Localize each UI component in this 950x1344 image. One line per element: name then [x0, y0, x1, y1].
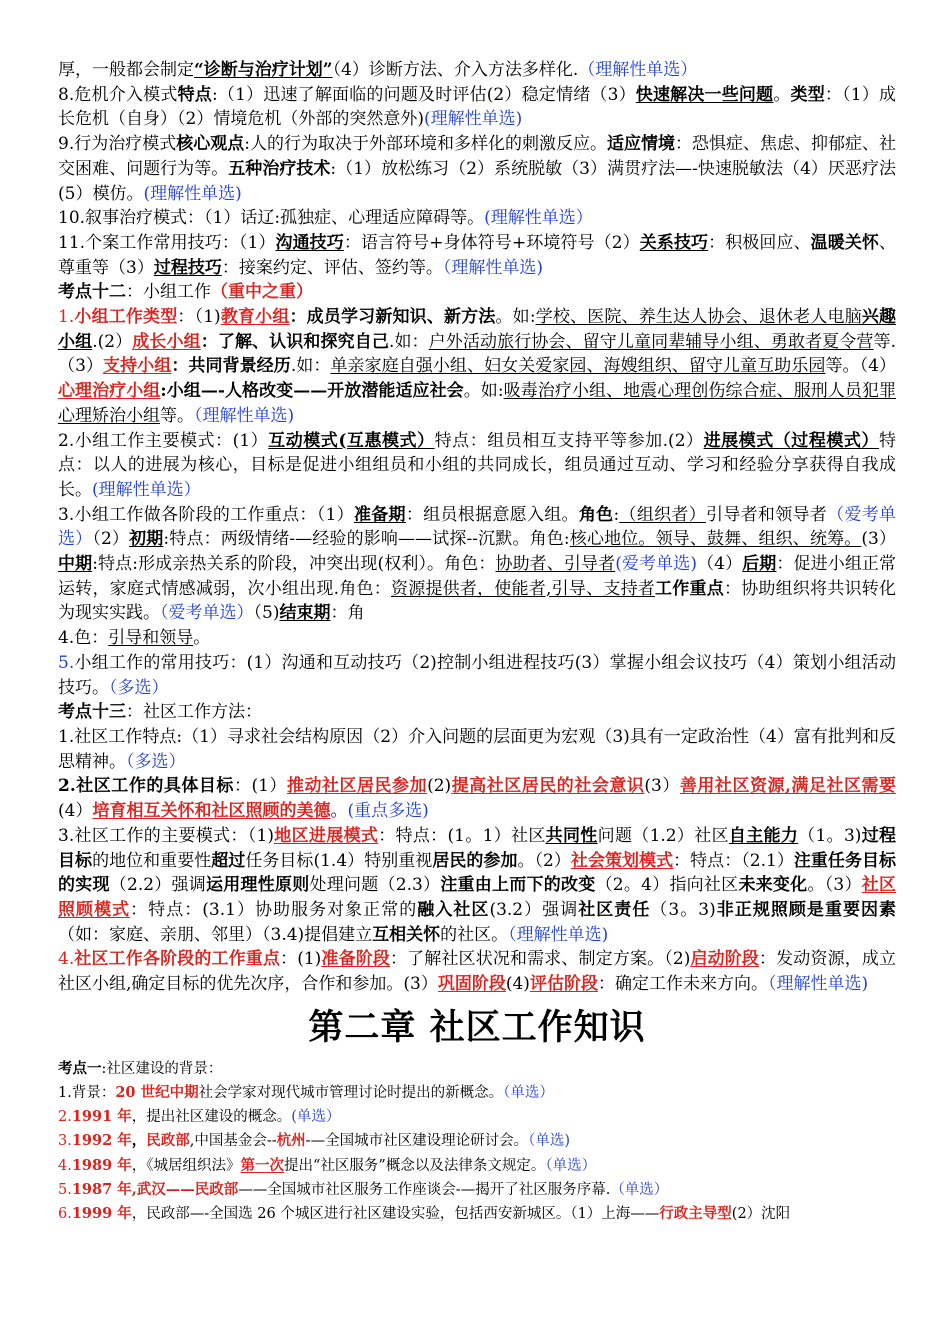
text-run: 善用社区资源,满足社区需要	[679, 776, 897, 797]
text-run: 的地位和重要性	[92, 850, 212, 871]
text-run: 特点：组员相互支持平等参加.(2）	[434, 430, 704, 451]
text-run: 引导和领导	[108, 628, 194, 649]
text-run: 关系技巧	[639, 232, 709, 253]
text-run: ：协助组织将共识转化为现实实践。	[58, 578, 897, 624]
text-run: 8.危机介入模式	[58, 84, 178, 105]
text-run: -—全国城市社区建设理论研讨会。	[305, 1133, 529, 1150]
text-run: 3.	[58, 1133, 72, 1150]
text-run: 问题（1.2）社区	[597, 825, 729, 846]
text-run: 过程目标	[58, 825, 897, 871]
paragraph	[58, 824, 896, 948]
text-run: （重中之重）	[211, 282, 313, 303]
text-run: ：接案约定、评估、签约等。	[221, 257, 443, 278]
text-run: 处理问题（2.3）	[309, 875, 441, 896]
text-run: ：（1）成长危机（自身）（2）情境危机（外部的突然意外)	[58, 84, 897, 130]
text-run: (3.2）强调	[489, 899, 579, 920]
text-run: 互相关怀	[372, 924, 441, 945]
text-run: 社区工作各阶段的工作重点	[74, 949, 281, 970]
text-run: （5)	[253, 603, 280, 624]
text-run: 结束期	[279, 603, 331, 624]
paragraph	[58, 947, 896, 996]
question-type-tag: （爱考单选）	[58, 504, 897, 550]
text-run: 准备阶段	[321, 949, 390, 970]
text-run: 特点：以人的进展为核心，目标是促进小组组员和小组的共同成长，组员通过互动、学习和经验分享获得自我成长。	[58, 430, 897, 500]
text-run: （2。4）指向社区	[595, 875, 739, 896]
text-run: 培育相互关怀和社区照顾的美德	[92, 801, 331, 822]
text-run: ：促进小组正常运转，家庭式情感减弱，次小组出现.角色：	[58, 554, 897, 599]
paragraph	[58, 280, 896, 305]
text-run: 角色	[578, 504, 614, 525]
text-run: 支持小组	[103, 356, 172, 377]
text-run: :人的行为取决于外部环境和多样化的刺激反应。	[244, 134, 607, 155]
text-run: :小组—-人格改变——开放潜能适应社会	[160, 381, 464, 402]
text-run: 居民的参加	[432, 850, 518, 871]
paragraph	[58, 1081, 896, 1105]
text-run: ：特点：（2.1）	[673, 850, 794, 871]
text-run: 自主能力	[728, 825, 799, 846]
text-run: 1989 年	[71, 1156, 132, 1174]
text-run: ：组员根据意愿入组。	[405, 504, 579, 525]
text-run: (2）沈阳	[731, 1205, 791, 1222]
text-run: 心理治疗小组	[58, 381, 161, 402]
text-run: 协助者、引导者	[495, 554, 616, 575]
text-run: 、尊重等（3）	[58, 232, 897, 278]
text-run: ：发动资源，成立社区小组,确定目标的优先次序，合作和参加。(3）	[58, 949, 897, 995]
text-run: ，	[131, 1132, 147, 1150]
paragraph	[58, 1129, 896, 1153]
text-run: ，民政部—-全国选 26 个城区进行社区建设实验，包括西安新城区。（1）上海——	[131, 1205, 660, 1222]
text-run: ：社区工作方法：	[126, 702, 262, 723]
text-run: 3.社区工作的主要模式：（1)	[58, 825, 274, 846]
text-run: 户外活动旅行协会、留守儿童同辈辅导小组、勇敢者夏令营	[428, 331, 874, 352]
text-run: 兴趣小组	[58, 307, 897, 352]
text-run: :特点：两级情绪-—经验的影响——试探--沉默。角色:	[163, 529, 570, 550]
text-run: ,中国基金会--	[189, 1133, 277, 1150]
text-run: 了解、认识和探究自己	[217, 331, 389, 352]
paragraph	[58, 725, 896, 774]
text-run: ：语言符号+身体符号+环境符号（2）	[343, 232, 640, 253]
text-run: 特点	[177, 84, 212, 105]
text-run: 五种治疗技术	[228, 158, 331, 179]
text-run: 沟通技巧	[275, 232, 344, 253]
text-run: ：(1）	[233, 776, 287, 797]
text-run: 10.叙事治疗模式：（1）话辽:孤独症、心理适应障碍等。	[58, 208, 485, 229]
text-run: .如：	[290, 356, 331, 377]
question-type-tag: (理解性单选)	[423, 109, 523, 130]
text-run: .如：	[388, 331, 429, 352]
text-run: ——全国城市社区服务工作座谈会-—揭开了社区服务序幕.	[238, 1181, 611, 1198]
text-run: :	[613, 504, 620, 525]
question-type-tag: （理解性单选)	[508, 924, 609, 945]
text-run: 2.	[58, 1109, 72, 1126]
paragraph	[58, 1105, 896, 1129]
text-run: :特点:形成亲热关系的阶段，冲突出现(权利）。角色：	[92, 554, 496, 575]
text-run: 。	[330, 801, 348, 822]
text-run: 5.	[58, 1181, 72, 1198]
text-run: 社会学家对现代城市管理讨论时提出的新概念。	[198, 1084, 504, 1101]
text-run: ：确定工作未来方向。	[597, 974, 768, 995]
question-type-tag: （理解性单选）	[578, 60, 698, 80]
paragraph	[58, 231, 896, 280]
text-run: 融入社区	[417, 899, 490, 920]
chapter-title: 第二章 社区工作知识	[308, 1006, 646, 1048]
text-run: ：特点：(1。1）社区	[378, 825, 546, 846]
paragraph	[58, 206, 896, 231]
text-run: :（1）放松练习（2）系统脱敏（3）满贯疗法—-快速脱敏法（4）厌恶疗法(5）模仿。	[58, 158, 897, 204]
paragraph	[58, 503, 896, 627]
paragraph	[58, 305, 896, 429]
text-run: 1.背景：	[58, 1084, 116, 1101]
text-run: 第一次	[240, 1156, 284, 1174]
text-run: ：特点：(3.1）协助服务对象正常的	[130, 899, 418, 920]
text-run: 注重由上而下的改变	[440, 875, 596, 896]
text-run: 引导者和领导者	[706, 504, 828, 525]
paragraph	[58, 1178, 896, 1202]
text-run: 未来变化	[738, 875, 808, 896]
text-run: 资源提供者，使能者,引导、支持者	[390, 578, 656, 599]
text-run: (3）	[861, 529, 897, 550]
text-run: ：角	[330, 603, 365, 624]
text-run: 非正规照顾是重要因素	[715, 899, 897, 920]
text-run: 2.小组工作主要模式：(1）	[58, 430, 269, 451]
text-run: ：	[200, 331, 218, 352]
paragraph	[58, 1057, 896, 1081]
text-run: ：（1)	[177, 307, 221, 328]
text-run: 1999 年	[71, 1204, 132, 1222]
question-type-tag: （理解性单选)	[194, 405, 295, 426]
text-run: 20 世纪中期	[115, 1083, 199, 1101]
text-run: 任务目标(1.4）特别重视	[245, 850, 433, 871]
text-run: .(2）	[92, 331, 133, 352]
text-run: 地区进展模式	[273, 825, 379, 846]
text-run: 1991 年	[71, 1108, 132, 1126]
text-run: 学校、医院、养生达人协会、退休老人电脑	[535, 307, 862, 328]
paragraph	[58, 1202, 896, 1226]
text-run: 。	[773, 84, 791, 105]
text-run: 行政主导型	[659, 1204, 732, 1222]
text-run: 9.行为治疗模式	[58, 134, 177, 155]
text-run: ：了解社区状况和需求、制定方案。（2)	[390, 949, 691, 970]
paragraph	[58, 429, 896, 503]
text-run: 小组工作的常用技巧：(1）沟通和互动技巧（2)控制小组进程技巧(3）掌握小组会议技巧（4）策划小组活动技巧。	[58, 652, 896, 698]
text-run: 巩固阶段	[437, 974, 506, 995]
text-run: 共同性	[545, 825, 598, 846]
text-run: 3.小组工作做各阶段的工作重点：（1）	[58, 504, 354, 525]
question-type-tag: （单选)	[528, 1133, 570, 1150]
text-run: 6.	[58, 1205, 72, 1222]
document-body-bottom	[58, 1057, 896, 1226]
text-run: 考点十二	[58, 282, 126, 303]
question-type-tag: （理解性单选)	[442, 257, 543, 278]
text-run: 。如:	[495, 307, 536, 328]
text-run: 中期	[58, 554, 93, 575]
text-run: 运用理性原则	[206, 875, 310, 896]
text-run: (2)	[427, 776, 452, 797]
question-type-tag: (理解性单选）	[484, 208, 593, 229]
text-run: 4.	[58, 1157, 72, 1174]
text-run: （4）	[696, 554, 743, 575]
text-run: (3）	[644, 776, 680, 797]
text-run: 后期	[742, 554, 777, 575]
text-run: 核心地位。领导、鼓舞、组织、统筹。	[569, 529, 862, 550]
paragraph	[58, 58, 896, 83]
text-run: 。如:	[463, 381, 504, 402]
text-run: （如：家庭、亲朋、邻里）（3.4)提倡建立	[58, 924, 373, 945]
question-type-tag: （单选）	[545, 1157, 597, 1174]
text-run: 4.色：	[58, 628, 109, 649]
text-run: 4.	[58, 949, 75, 970]
text-run: 11.个案工作常用技巧：（1）	[58, 232, 276, 253]
text-run: 民政部	[146, 1132, 190, 1150]
text-run: 考点一	[58, 1059, 102, 1077]
text-run: 注重任务目标的实现	[58, 850, 897, 896]
text-run: 快速解决一些问题	[635, 84, 774, 105]
text-run: :（1）迅速了解面临的问题及时评估(2）稳定情绪（3）	[211, 84, 636, 105]
text-run: 互动模式(互惠模式）	[268, 430, 435, 451]
text-run: 准备期	[353, 504, 406, 525]
text-run: 类型	[790, 84, 825, 105]
text-run: （1。3)	[798, 825, 862, 846]
text-run: 成员学习新知识、新方法	[306, 307, 496, 328]
text-run: ，提出社区建设的概念。	[131, 1109, 292, 1126]
text-run: 杭州	[276, 1132, 306, 1150]
text-run: ：小组工作	[126, 282, 211, 303]
text-run: 考点十三	[58, 702, 126, 723]
text-run: ：	[171, 356, 189, 377]
text-run: 。	[193, 628, 211, 649]
question-type-tag: （爱考单选）	[160, 603, 254, 624]
text-run: （4）诊断方法、介入方法多样化.	[332, 60, 579, 80]
text-run: 1987 年,武汉——民政部	[71, 1180, 239, 1198]
text-run: 评估阶段	[529, 974, 598, 995]
paragraph	[58, 626, 896, 651]
text-run: 1.社区工作特点:（1）寻求社会结构原因（2）介入问题的层面更为宏观（3)具有一定政治性（4）富有批判和反思精神。	[58, 726, 896, 772]
text-run: （2）	[92, 529, 130, 550]
text-run: （3。3)	[650, 899, 716, 920]
question-type-tag: (爱考单选)	[615, 554, 697, 575]
question-type-tag: (单选）	[291, 1109, 341, 1126]
document-body-top	[58, 58, 896, 997]
paragraph	[58, 774, 896, 823]
text-run: 。（3）	[807, 875, 862, 896]
text-run: （组织者）	[619, 504, 707, 525]
question-type-tag: (理解性单选）	[92, 479, 201, 500]
text-run: 厚，一般都会制定	[58, 60, 194, 80]
question-type-tag: (理解性单选)	[143, 183, 242, 204]
text-run: 超过	[211, 850, 246, 871]
question-type-tag: 5.	[58, 652, 75, 673]
text-run: 的社区。	[440, 924, 509, 945]
text-run: 社区责任	[578, 899, 651, 920]
paragraph	[58, 132, 896, 206]
text-run: 2.社区工作的具体目标	[58, 776, 234, 797]
text-run: ：恐惧症、焦虑、抑郁症、社交困难、问题行为等。	[58, 134, 897, 179]
text-run: 进展模式（过程模式）	[703, 430, 880, 451]
question-type-tag: （多选）	[126, 751, 186, 772]
text-run: 初期	[129, 529, 164, 550]
text-run: 等。（4）	[825, 356, 897, 377]
text-run: 小组工作类型	[74, 307, 178, 328]
question-type-tag: （多选）	[109, 677, 169, 698]
text-run: 核心观点	[176, 134, 245, 155]
text-run: ：积极回应、	[708, 232, 811, 253]
text-run: 过程技巧	[153, 257, 222, 278]
text-run: 吸毒治疗小组、地震心理创伤综合症、服刑人员犯罪心理矫治小组	[58, 381, 897, 426]
text-run: (4)	[505, 974, 530, 995]
paragraph	[58, 651, 896, 700]
text-run: ：	[289, 307, 307, 328]
text-run: ：(1)	[280, 949, 322, 970]
text-run: 。（2）	[517, 850, 571, 871]
text-run: 适应情境	[607, 134, 676, 155]
text-run: 等。	[160, 405, 194, 426]
text-run: 等.（3）	[58, 331, 897, 377]
text-run: 温暖关怀	[810, 232, 880, 253]
text-run: ，《城居组织法》	[131, 1157, 241, 1174]
question-type-tag: (重点多选)	[347, 801, 429, 822]
text-run: 社区照顾模式	[58, 875, 896, 920]
paragraph	[58, 1154, 896, 1178]
text-run: 启动阶段	[690, 949, 760, 970]
text-run: 单亲家庭自强小组、妇女关爱家园、海嫂组织、留守儿童互助乐园	[330, 356, 826, 377]
text-run: (4）	[58, 801, 93, 822]
text-run: 推动社区居民参加	[286, 776, 428, 797]
document-page	[58, 58, 896, 1226]
question-type-tag: （单选）	[610, 1181, 669, 1198]
paragraph	[58, 83, 896, 132]
text-run: 社会策划模式	[570, 850, 674, 871]
text-run: 1992 年	[71, 1132, 132, 1150]
text-run: “诊断与治疗计划”	[194, 60, 333, 80]
question-type-tag: （单选）	[503, 1084, 554, 1101]
paragraph	[58, 700, 896, 725]
text-run: 教育小组	[220, 307, 290, 328]
text-run: （2.2）强调	[109, 875, 207, 896]
text-run: 1.	[58, 307, 75, 328]
text-run: 共同背景经历	[188, 356, 291, 377]
text-run: 工作重点	[655, 578, 724, 599]
text-run: 提高社区居民的社会意识	[451, 776, 645, 797]
text-run: 提出“社区服务”概念以及法律条文规定。	[284, 1157, 546, 1174]
question-type-tag: （理解性单选)	[767, 974, 869, 995]
text-run: 成长小组	[132, 331, 201, 352]
text-run: :社区建设的背景：	[101, 1060, 223, 1077]
